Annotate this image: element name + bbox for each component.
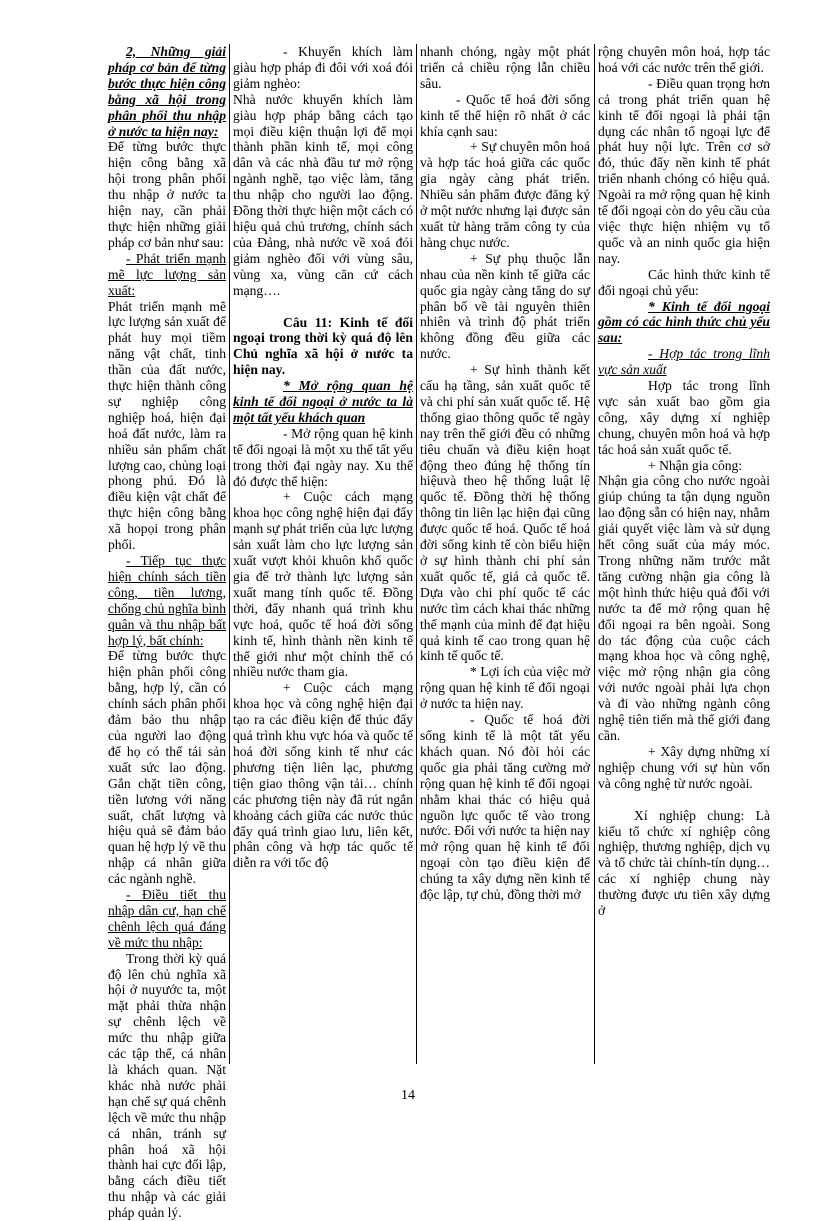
paragraph: - Hợp tác trong lĩnh vực sản xuất xyxy=(598,346,770,378)
text-column-2 xyxy=(233,44,413,1064)
paragraph: + Sự chuyên môn hoá và hợp tác hoá giữa các quốc gia ngày càng phát triển. Nhiều sản phẩm được đăng ký ở một nước nhưng lại được sản xuất từ hàng trăm công ty của hàng chục nước. xyxy=(420,139,590,250)
paragraph: + Xây dựng những xí nghiệp chung với sự hùn vốn và công nghệ từ nước ngoài. xyxy=(598,743,770,791)
paragraph: + Sự phụ thuộc lẫn nhau của nền kinh tế giữa các quốc gia ngày càng tăng do sự phân bố về tài nguyên thiên nhiên và trình độ phát triển không đồng đều giữa các nước. xyxy=(420,250,590,362)
paragraph: - Quốc tế hoá đời sống kinh tế là một tất yếu khách quan. Nó đòi hỏi các quốc gia phải tăng cường mở rộng quan hệ kinh tế đối ngoại nhằm khai thác có hiệu quả nguồn lực quốc tế vào trong nước. Đối với nước ta hiện nay mở rộng quan hệ kinh tế đối ngoại còn tạo điều kiện để chúng ta xây dựng nền kinh tế độc lập, tự chủ, đồng thời mở xyxy=(420,712,590,903)
paragraph: 2, Những giải pháp cơ bản để từng bước thực hiện công bằng xã hội trong phân phối thu nhập ở nước ta hiện nay: xyxy=(108,44,226,139)
paragraph: Để từng bước thực hiện công bằng xã hội trong phân phối thu nhập ở nước ta hiện nay, cần phải thực hiện những giải pháp cơ bản như sau: xyxy=(108,139,226,250)
paragraph: + Cuộc cách mạng khoa học công nghệ hiện đại đẩy mạnh sự phát triển của lực lượng sản xuất làm cho lực lượng sản xuất vượt khỏi khuôn khổ quốc gia để trở thành lực lượng sản xuất mang tính quốc tế. Đồng thời, đẩy nhanh quá trình khu vực hoá, quốc tế hoá đời sống kinh tế, hình thành nền kinh tế thế giới như một chỉnh thể có nhiều nước tham gia. xyxy=(233,489,413,680)
paragraph: - Quốc tế hoá đời sống kinh tế thể hiện rõ nhất ở các khía cạnh sau: xyxy=(420,91,590,139)
column-rule xyxy=(594,44,595,1064)
paragraph: * Mở rộng quan hệ kinh tế đối ngoại ở nước ta là một tất yếu khách quan xyxy=(233,378,413,425)
paragraph: Câu 11: Kinh tế đối ngoại trong thời kỳ quá độ lên Chủ nghĩa xã hội ở nước ta hiện nay. xyxy=(233,314,413,378)
paragraph: Nhà nước khuyến khích làm giàu hợp pháp bằng cách tạo mọi điều kiện thuận lợi để mọi thành phần kinh tế, mọi công dân và các nhà đầu tư mở rộng ngành nghề, tạo việc làm, tăng thu nhập cho người lao động. Đồng thời thực hiện một cách có hiệu quả chủ trương, chính sách của Đảng, nhà nước về xoá đói giảm nghèo đối với vùng sâu, vùng xa, vùng căn cứ cách mạng…. xyxy=(233,91,413,298)
paragraph: * Lợi ích của việc mở rộng quan hệ kinh tế đối ngoại ở nước ta hiện nay. xyxy=(420,664,590,712)
paragraph: Hợp tác trong lĩnh vực sản xuất bao gồm gia công, xây dựng xí nghiệp chung, chuyên môn hoá và hợp tác hoá sản xuất quốc tế. xyxy=(598,378,770,457)
paragraph: Phát triển mạnh mẽ lực lượng sản xuất để phát huy mọi tiềm năng vật chất, tinh thần của đất nước, thực hiện thành công sự nghiệp công nghiệp hoá, hiện đại hoá đất nước, làm ra nhiều sản phẩm chất lượng cao, chủng loại phong phú. Đó là điều kiện vật chất để thực hiện công bằng xã hopọi trong phân phối. xyxy=(108,298,226,553)
paragraph: nhanh chóng, ngày một phát triển cả chiều rộng lẫn chiều sâu. xyxy=(420,44,590,91)
paragraph: Nhận gia công cho nước ngoài giúp chúng ta tận dụng nguồn lao động sẵn có hiện nay, nhằm giải quyết việc làm và sử dụng hết công suất của máy móc. Trong những năm trước mắt tăng cường nhận gia công là một hình thức hiệu quả đối với nước ta để mở rộng quan hệ đối ngoại ra bên ngoài. Song do tác động của cuộc cách mạng khoa học và công nghệ, việc mở rộng nhận gia công với nước ngoài phải lựa chọn và đi vào những ngành công nghệ tiên tiến mà thế giới đang cần. xyxy=(598,473,770,743)
paragraph: Trong thời kỳ quá độ lên chủ nghĩa xã hội ở nuyước ta, một mặt phải thừa nhận sự chênh lệch về mức thu nhập giữa các tập thể, cá nhân là khách quan. Nặt khác nhà nước phải hạn chế sự quá chênh lệch về mức thu nhập cá nhân, tránh sự phân hoá xã hội thành hai cực đối lập, bằng cách điều tiết thu nhập và các giải pháp quản lý. xyxy=(108,950,226,1221)
paragraph: + Nhận gia công: xyxy=(648,457,743,473)
text-column-1 xyxy=(108,44,226,1221)
paragraph: - Phát triển mạnh mẽ lực lượng sản xuất: xyxy=(108,250,226,298)
text-column-4 xyxy=(598,44,770,1064)
paragraph: + Sự hình thành kết cấu hạ tầng, sản xuất quốc tế và chi phí sản xuất quốc tế. Hệ thống giao thông quốc tế ngày nay trên thế giới đều có những tiêu chuẩn và điều kiện hoạt động theo đúng hệ thống tín hiệuvà theo hệ thống luật lệ quốc tế. Đồng thời hệ thống thông tin liên lạc hiện đại cũng được quốc tế hoá. Quốc tế hoá đời sống kinh tế còn biểu hiện ở sự hình thành chi phí sản xuất quốc tế, giá cả quốc tế. Dựa vào chi phí quốc tế các nước tìm cách khai thác những thế mạnh của mình để đạt hiệu quả kinh tế cao trong quan hệ kinh tế quốc tế. xyxy=(420,362,590,664)
paragraph: + Cuộc cách mạng khoa học và công nghệ hiện đại tạo ra các điều kiện để thúc đẩy quá trình khu vực hóa và quốc tế hoá đời sống kinh tế như các phương tiện liên lạc, phương tiện giao thông vận tải… chính các phương tiện này đã rút ngắn khoảng cách giữa các nước thúc đẩy quá trình giao lưu, liên kết, phân công và hợp tác quốc tế diễn ra với tốc độ xyxy=(233,680,413,871)
column-rule xyxy=(416,44,417,1064)
page-number: 14 xyxy=(401,1088,415,1103)
paragraph: - Khuyến khích làm giàu hợp pháp đi đôi với xoá đói giảm nghèo: xyxy=(233,44,413,91)
paragraph: Xí nghiệp chung: Là kiểu tổ chức xí nghiệp công nghiệp, thương nghiệp, dịch vụ và tổ chức tài chính-tín dụng… các xí nghiệp chung này thường được ưu tiên xây dựng ở xyxy=(598,807,770,919)
paragraph: - Điều quan trọng hơn cả trong phát triển quan hệ kinh tế đối ngoại là phải tận dụng các nhân tố ngoại lực để phát huy nội lực. Trên cơ sở đó, thúc đẩy nền kinh tế phát triển nhanh chóng có hiệu quả. Ngoài ra mở rộng quan hệ kinh tế đối ngoại còn do yêu cầu của việc thực hiện nhiệm vụ tổ quốc và an ninh quốc gia hiện nay. xyxy=(598,75,770,266)
paragraph: - Tiếp tục thực hiện chính sách tiền công, tiền lương, chống chủ nghĩa bình quân và thu nhập bất hợp lý, bất chính: xyxy=(108,553,226,648)
paragraph: Để từng bước thực hiện phân phối công bằng, hợp lý, cần có chính sách phân phối đảm bảo thu nhập của người lao động để họ có thể tái sản xuất sức lao động. Gắn chặt tiền công, tiền lương với năng suất, chất lượng và hiệu quả sẽ đảm bảo quan hệ hợp lý về thu nhập cá nhân giữa các ngành nghề. xyxy=(108,648,226,887)
paragraph: rộng chuyên môn hoá, hợp tác hoá với các nước trên thế giới. xyxy=(598,44,770,75)
paragraph: - Mở rộng quan hệ kinh tế đối ngoại là một xu thế tất yếu trong thời đại ngày nay. Xu thế đó được thể hiện: xyxy=(233,425,413,489)
paragraph: Các hình thức kinh tế đối ngoại chủ yếu: xyxy=(598,266,770,298)
paragraph: - Điều tiết thu nhập dân cư, hạn chế chênh lệch quá đáng về mức thu nhập: xyxy=(108,887,226,950)
paragraph: * Kinh tế đối ngoại gồm có các hình thức chủ yếu sau: xyxy=(598,298,770,346)
column-rule xyxy=(229,44,230,1064)
text-column-3 xyxy=(420,44,590,1064)
